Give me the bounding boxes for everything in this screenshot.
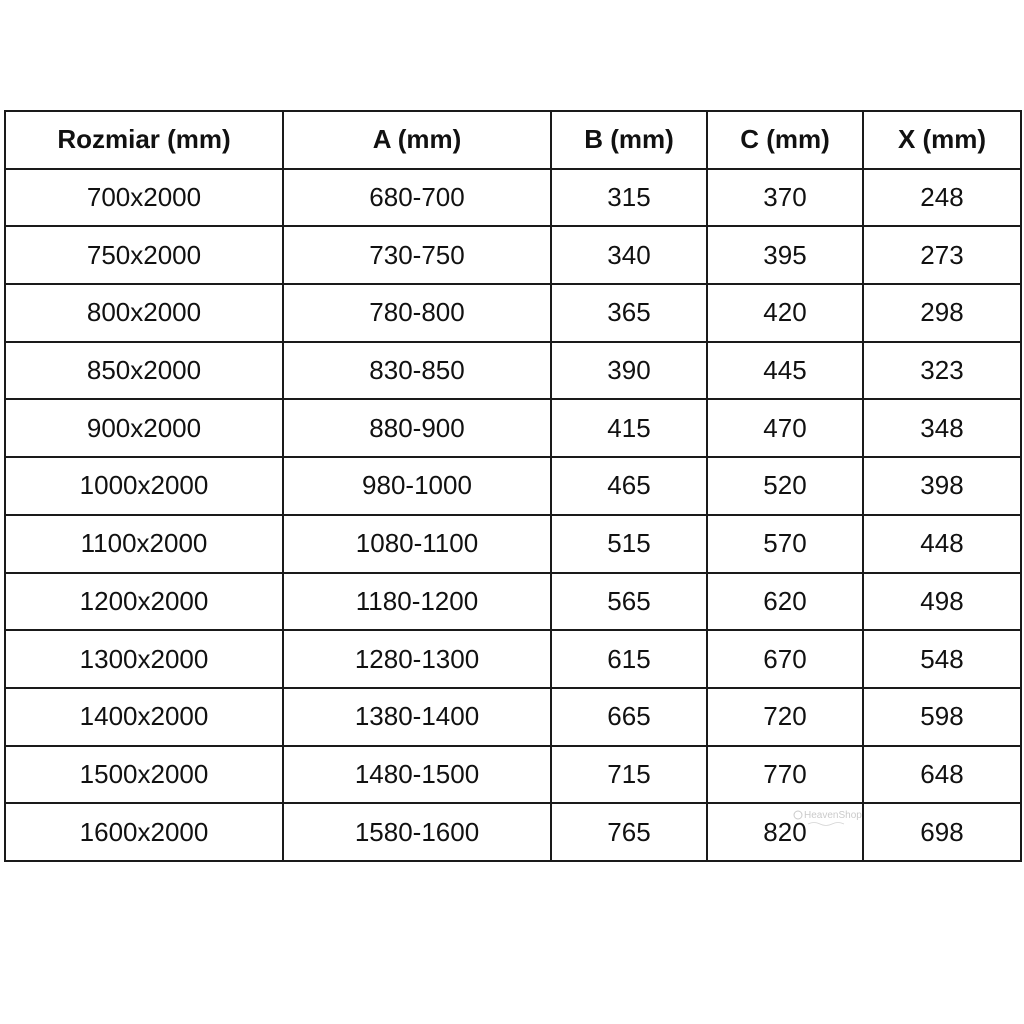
table-row [5,573,1021,631]
table-row [5,803,1021,861]
cell-rozmiar: 1200x2000 [5,573,283,631]
header-c: C (mm) [707,111,863,169]
header-a: A (mm) [283,111,551,169]
cell-c: 520 [707,457,863,515]
cell-a: 1080-1100 [283,515,551,573]
cell-rozmiar: 900x2000 [5,399,283,457]
cell-c: 395 [707,226,863,284]
cell-c: 420 [707,284,863,342]
cell-x: 448 [863,515,1021,573]
cell-a: 1480-1500 [283,746,551,804]
cell-x: 323 [863,342,1021,400]
cell-b: 340 [551,226,707,284]
cell-a: 680-700 [283,169,551,227]
table-row [5,688,1021,746]
cell-a: 1580-1600 [283,803,551,861]
cell-a: 880-900 [283,399,551,457]
table-row [5,342,1021,400]
cell-rozmiar: 1400x2000 [5,688,283,746]
cell-x: 648 [863,746,1021,804]
cell-rozmiar: 1600x2000 [5,803,283,861]
table-row [5,746,1021,804]
cell-rozmiar: 1100x2000 [5,515,283,573]
cell-a: 1280-1300 [283,630,551,688]
header-b: B (mm) [551,111,707,169]
cell-a: 1380-1400 [283,688,551,746]
cell-c: 670 [707,630,863,688]
cell-c: 445 [707,342,863,400]
table-row [5,226,1021,284]
table-row [5,457,1021,515]
table-row [5,630,1021,688]
cell-b: 515 [551,515,707,573]
cell-b: 365 [551,284,707,342]
cell-a: 730-750 [283,226,551,284]
cell-b: 615 [551,630,707,688]
cell-x: 348 [863,399,1021,457]
cell-rozmiar: 850x2000 [5,342,283,400]
cell-x: 248 [863,169,1021,227]
cell-b: 315 [551,169,707,227]
cell-x: 698 [863,803,1021,861]
cell-x: 548 [863,630,1021,688]
table-header-row [5,111,1021,169]
cell-x: 498 [863,573,1021,631]
cell-rozmiar: 800x2000 [5,284,283,342]
cell-x: 598 [863,688,1021,746]
cell-c: 720 [707,688,863,746]
table-row [5,284,1021,342]
cell-a: 1180-1200 [283,573,551,631]
cell-c: 620 [707,573,863,631]
cell-b: 565 [551,573,707,631]
cell-x: 298 [863,284,1021,342]
cell-b: 415 [551,399,707,457]
cell-rozmiar: 700x2000 [5,169,283,227]
cell-x: 273 [863,226,1021,284]
cell-b: 665 [551,688,707,746]
header-x: X (mm) [863,111,1021,169]
cell-rozmiar: 750x2000 [5,226,283,284]
cell-rozmiar: 1500x2000 [5,746,283,804]
cell-c: 570 [707,515,863,573]
cell-c: 820 [707,803,863,861]
cell-b: 465 [551,457,707,515]
cell-a: 830-850 [283,342,551,400]
table-row [5,169,1021,227]
cell-a: 780-800 [283,284,551,342]
cell-c: 470 [707,399,863,457]
cell-b: 390 [551,342,707,400]
cell-c: 770 [707,746,863,804]
watermark-text: HeavenShop [804,810,862,821]
cell-b: 765 [551,803,707,861]
cell-a: 980-1000 [283,457,551,515]
table-row [5,515,1021,573]
dimensions-table [4,110,1022,862]
cell-x: 398 [863,457,1021,515]
cell-rozmiar: 1000x2000 [5,457,283,515]
cell-rozmiar: 1300x2000 [5,630,283,688]
cell-b: 715 [551,746,707,804]
header-rozmiar: Rozmiar (mm) [5,111,283,169]
table-row [5,399,1021,457]
cell-c: 370 [707,169,863,227]
